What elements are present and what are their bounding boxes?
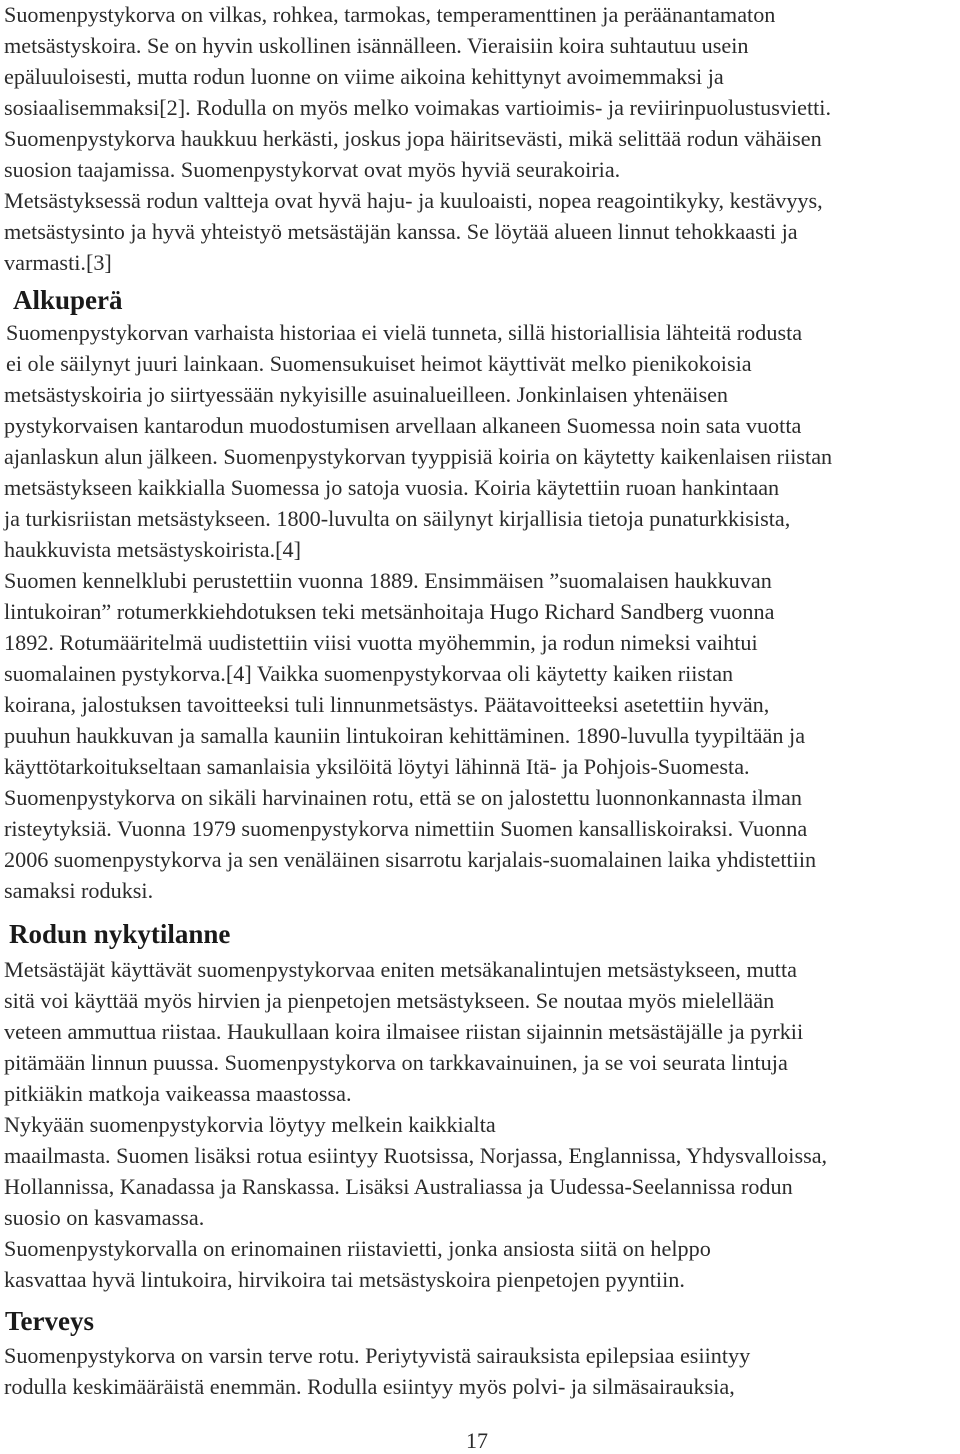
- section-heading-current-status: Rodun nykytilanne: [9, 919, 231, 949]
- current-status-line: Metsästäjät käyttävät suomenpystykorvaa eniten metsäkanalintujen metsästykseen, mutta: [4, 957, 797, 982]
- intro-line: metsästysinto ja hyvä yhteistyö metsästäjän kanssa. Se löytää alueen linnut tehokkaasti ja: [4, 219, 798, 244]
- intro-line: suosion taajamissa. Suomenpystykorvat ovat myös hyviä seurakoiria.: [4, 157, 621, 182]
- origin-line: haukkuvista metsästyskoirista.[4]: [4, 537, 302, 562]
- origin-line: 2006 suomenpystykorva ja sen venäläinen sisarrotu karjalais-suomalainen laika yhdistettiin: [4, 847, 817, 872]
- origin-line: Suomenpystykorva on sikäli harvinainen rotu, että se on jalostettu luonnonkannasta ilman: [4, 785, 802, 810]
- current-status-line: Nykyään suomenpystykorvia löytyy melkein kaikkialta: [4, 1112, 496, 1137]
- origin-line: ajanlaskun alun jälkeen. Suomenpystykorvan tyyppisiä koiria on käytetty kaikenlaisen riistan: [4, 444, 833, 469]
- current-status-line: maailmasta. Suomen lisäksi rotua esiintyy Ruotsissa, Norjassa, Englannissa, Yhdysvalloissa,: [4, 1143, 828, 1168]
- current-status-line: kasvattaa hyvä lintukoira, hirvikoira tai metsästyskoira pienpetojen pyyntiin.: [4, 1267, 685, 1292]
- section-heading-origin: Alkuperä: [13, 285, 123, 315]
- section-heading-health: Terveys: [5, 1306, 94, 1336]
- origin-line: Suomenpystykorvan varhaista historiaa ei vielä tunneta, sillä historiallisia lähteitä rodusta: [6, 320, 803, 345]
- origin-line: suomalainen pystykorva.[4] Vaikka suomenpystykorvaa oli käytetty kaiken riistan: [4, 661, 734, 686]
- current-status-line: Suomenpystykorvalla on erinomainen riistavietti, jonka ansiosta siitä on helppo: [4, 1236, 711, 1261]
- origin-line: metsästykseen kaikkialla Suomessa jo satoja vuosia. Koiria käytettiin ruoan hankintaan: [4, 475, 780, 500]
- intro-line: metsästyskoira. Se on hyvin uskollinen isännälleen. Vieraisiin koira suhtautuu usein: [4, 33, 749, 58]
- intro-line: epäluuloisesti, mutta rodun luonne on viime aikoina kehittynyt avoimemmaksi ja: [4, 64, 724, 89]
- origin-line: ja turkisriistan metsästykseen. 1800-luvulta on säilynyt kirjallisia tietoja punaturkkisista,: [4, 506, 791, 531]
- origin-line: lintukoiran” rotumerkkiehdotuksen teki metsänhoitaja Hugo Richard Sandberg vuonna: [4, 599, 775, 624]
- origin-line: risteytyksiä. Vuonna 1979 suomenpystykorva nimettiin Suomen kansalliskoiraksi. Vuonna: [4, 816, 808, 841]
- intro-line: sosiaalisemmaksi[2]. Rodulla on myös melko voimakas vartioimis- ja reviirinpuolustusvietti.: [4, 95, 831, 120]
- origin-line: käyttötarkoitukseltaan samanlaisia yksilöitä löytyi lähinnä Itä- ja Pohjois-Suomesta.: [4, 754, 750, 779]
- current-status-line: pitämään linnun puussa. Suomenpystykorva on tarkkavainuinen, ja se voi seurata lintuja: [4, 1050, 788, 1075]
- intro-line: Suomenpystykorva haukkuu herkästi, joskus jopa häiritsevästi, mikä selittää rodun vähäisen: [4, 126, 822, 151]
- origin-line: koirana, jalostuksen tavoitteeksi tuli linnunmetsästys. Päätavoitteeksi asetettiin hyvän,: [4, 692, 770, 717]
- origin-line: ei ole säilynyt juuri lainkaan. Suomensukuiset heimot käyttivät melko pienikokoisia: [6, 351, 752, 376]
- intro-line: varmasti.[3]: [4, 250, 112, 275]
- origin-line: 1892. Rotumääritelmä uudistettiin viisi vuotta myöhemmin, ja rodun nimeksi vaihtui: [4, 630, 758, 655]
- current-status-line: suosio on kasvamassa.: [4, 1205, 205, 1230]
- intro-line: Metsästyksessä rodun valtteja ovat hyvä haju- ja kuuloaisti, nopea reagointikyky, kestävyys,: [4, 188, 823, 213]
- origin-line: Suomen kennelklubi perustettiin vuonna 1889. Ensimmäisen ”suomalaisen haukkuvan: [4, 568, 772, 593]
- health-line: Suomenpystykorva on varsin terve rotu. Periytyvistä sairauksista epilepsiaa esiintyy: [4, 1343, 751, 1368]
- current-status-line: veteen ammuttua riistaa. Haukullaan koira ilmaisee riistan sijainnin metsästäjälle ja pyrkii: [4, 1019, 804, 1044]
- origin-line: pystykorvaisen kantarodun muodostumisen arvellaan alkaneen Suomessa noin sata vuotta: [4, 413, 802, 438]
- health-line: rodulla keskimääräistä enemmän. Rodulla esiintyy myös polvi- ja silmäsairauksia,: [4, 1374, 735, 1399]
- current-status-line: pitkiäkin matkoja vaikeassa maastossa.: [4, 1081, 352, 1106]
- origin-line: puuhun haukkuvan ja samalla kauniin lintukoiran kehittäminen. 1890-luvulla tyypiltään ja: [4, 723, 806, 748]
- origin-line: metsästyskoiria jo siirtyessään nykyisille asuinalueilleen. Jonkinlaisen yhtenäisen: [4, 382, 729, 407]
- current-status-line: Hollannissa, Kanadassa ja Ranskassa. Lisäksi Australiassa ja Uudessa-Seelannissa rodun: [4, 1174, 793, 1199]
- current-status-line: sitä voi käyttää myös hirvien ja pienpetojen metsästykseen. Se noutaa myös mielellään: [4, 988, 775, 1013]
- intro-line: Suomenpystykorva on vilkas, rohkea, tarmokas, temperamenttinen ja peräänantamaton: [4, 2, 776, 27]
- origin-line: samaksi roduksi.: [4, 878, 154, 903]
- page-number: 17: [466, 1428, 488, 1453]
